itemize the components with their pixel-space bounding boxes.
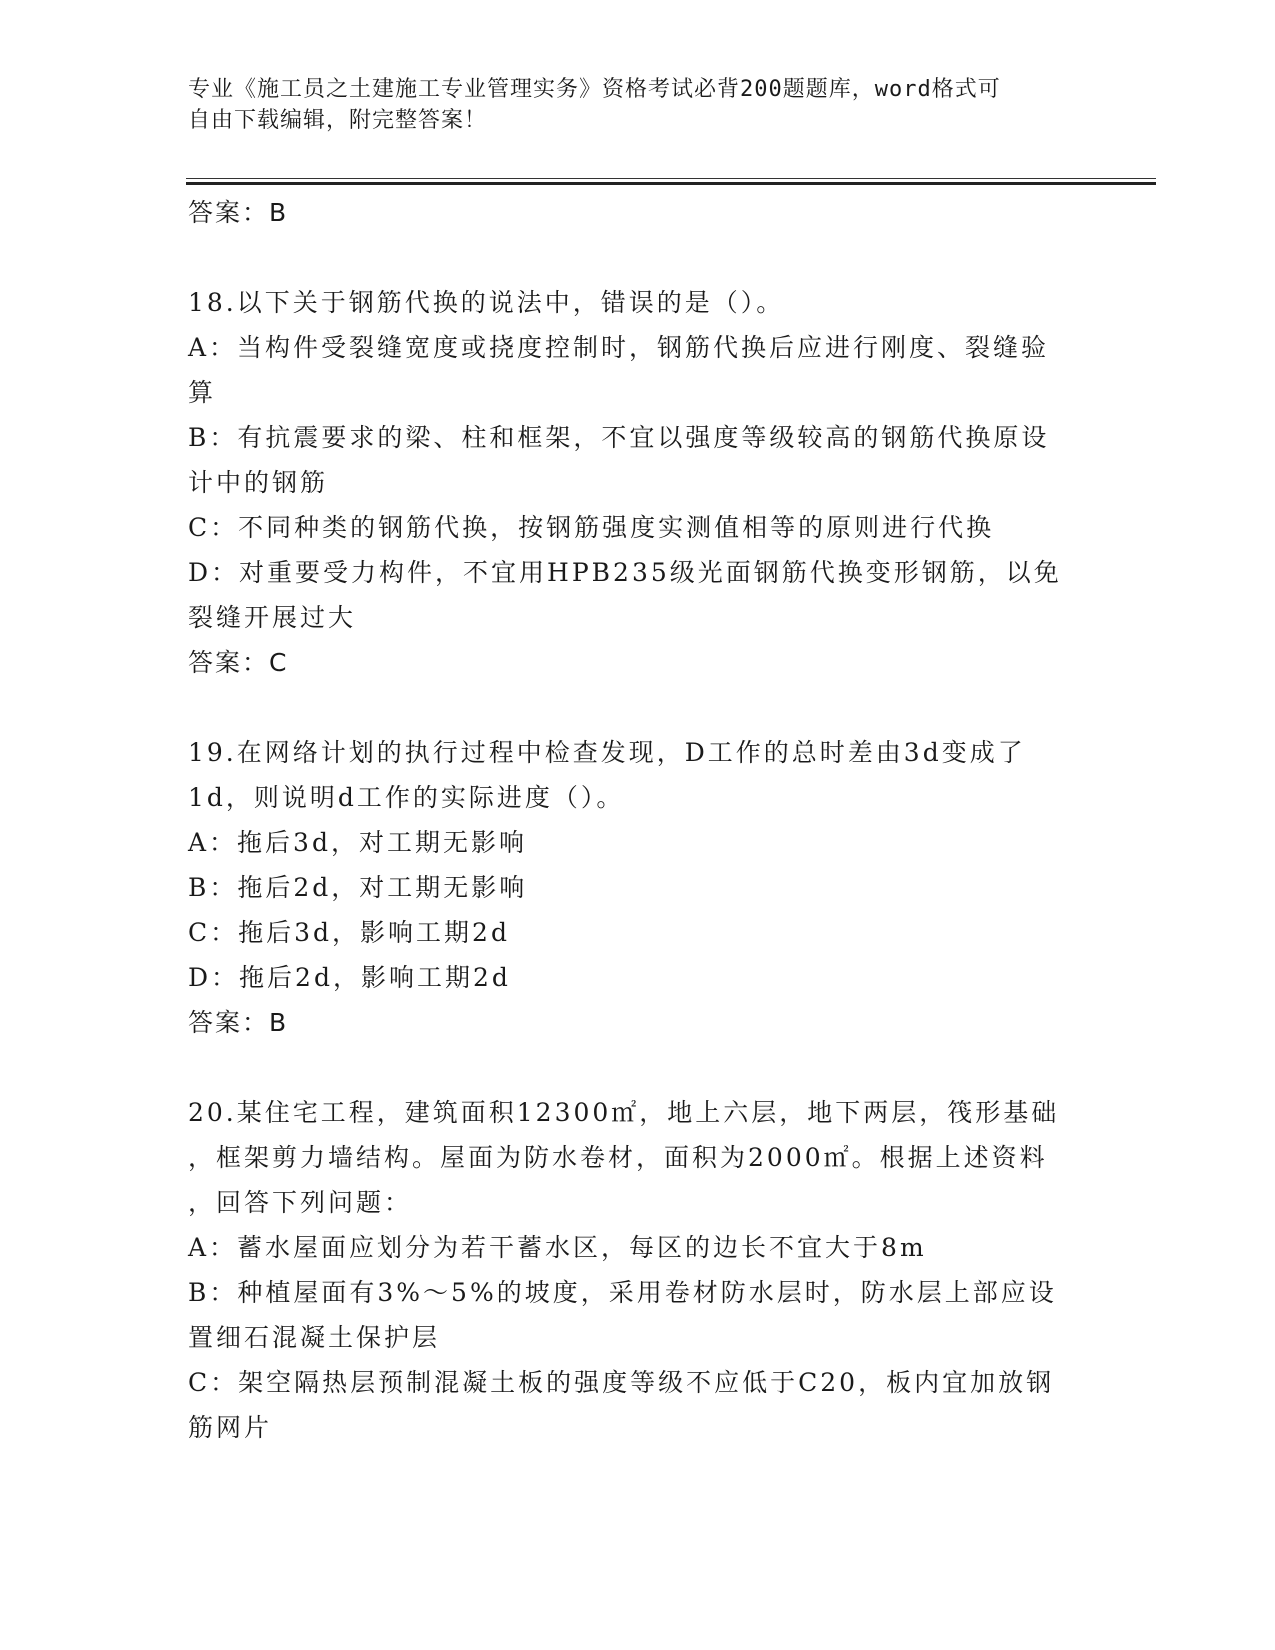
document-body	[188, 190, 1088, 1450]
question-18-option-b-cont: 计中的钢筋	[188, 468, 329, 497]
question-18-option-a: A：当构件受裂缝宽度或挠度控制时，钢筋代换后应进行刚度、裂缝验	[188, 333, 1050, 362]
question-19-option-d: D：拖后2d，影响工期2d	[188, 963, 511, 992]
question-20-title: 20.某住宅工程，建筑面积12300㎡，地上六层，地下两层，筏形基础	[188, 1098, 1060, 1127]
question-19	[188, 730, 1088, 1046]
question-18-option-d-cont: 裂缝开展过大	[188, 603, 357, 632]
question-20-option-a: A：蓄水屋面应划分为若干蓄水区，每区的边长不宜大于8m	[188, 1233, 927, 1262]
question-18-title: 18.以下关于钢筋代换的说法中，错误的是（）。	[188, 288, 785, 317]
question-20-option-c-cont: 筋网片	[188, 1413, 273, 1442]
question-18-option-b: B：有抗震要求的梁、柱和框架，不宜以强度等级较高的钢筋代换原设	[188, 423, 1050, 452]
header-line-1: 专业《施工员之土建施工专业管理实务》资格考试必背200题题库，word格式可	[188, 77, 1001, 102]
header-line-2: 自由下载编辑，附完整答案！	[188, 108, 488, 133]
question-19-option-b: B：拖后2d，对工期无影响	[188, 873, 528, 902]
question-19-title-cont: 1d，则说明d工作的实际进度（）。	[188, 783, 625, 812]
question-18-option-c: C：不同种类的钢筋代换，按钢筋强度实测值相等的原则进行代换	[188, 513, 995, 542]
question-20	[188, 1090, 1088, 1450]
question-18-option-d: D：对重要受力构件，不宜用HPB235级光面钢筋代换变形钢筋，以免	[188, 558, 1062, 587]
question-19-answer: 答案：B	[188, 1008, 289, 1037]
question-19-title: 19.在网络计划的执行过程中检查发现，D工作的总时差由3d变成了	[188, 738, 1026, 767]
header-rule-thick	[186, 182, 1156, 185]
question-19-option-a: A：拖后3d，对工期无影响	[188, 828, 527, 857]
answer-previous: 答案：B	[188, 198, 289, 227]
question-20-title-cont-2: ，回答下列问题：	[188, 1188, 413, 1217]
question-18	[188, 280, 1088, 686]
question-19-option-c: C：拖后3d，影响工期2d	[188, 918, 510, 947]
question-18-option-a-cont: 算	[188, 378, 217, 407]
question-20-option-c: C：架空隔热层预制混凝土板的强度等级不应低于C20，板内宜加放钢	[188, 1368, 1055, 1397]
question-20-option-b: B：种植屋面有3%～5%的坡度，采用卷材防水层时，防水层上部应设	[188, 1278, 1057, 1307]
question-18-answer: 答案：C	[188, 648, 289, 677]
question-20-title-cont-1: ，框架剪力墙结构。屋面为防水卷材，面积为2000㎡。根据上述资料	[188, 1143, 1048, 1172]
question-20-option-b-cont: 置细石混凝土保护层	[188, 1323, 441, 1352]
header-rule-thin	[186, 178, 1156, 179]
document-header	[188, 74, 1068, 136]
